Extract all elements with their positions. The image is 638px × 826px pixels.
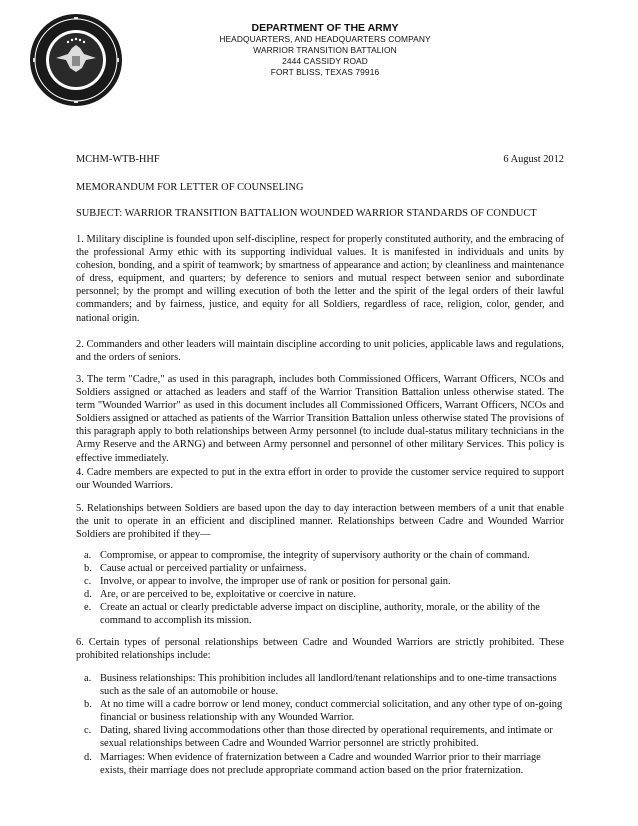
letterhead-line: HEADQUARTERS, AND HEADQUARTERS COMPANY: [219, 34, 431, 44]
letterhead: [190, 22, 460, 78]
paragraph-6-list: [76, 672, 564, 777]
paragraph-text: 2. Commanders and other leaders will maintain discipline according to unit policies, applicable laws and regulations, and the orders of seniors.: [76, 339, 564, 364]
paragraph-text: 6. Certain types of personal relationships between Cadre and Wounded Warriors are strictly prohibited. These prohibited relationships include:: [76, 637, 564, 662]
paragraph-text: 4. Cadre members are expected to put in the extra effort in order to provide the customer service required to support our Wounded Warriors.: [76, 467, 564, 492]
letterhead-line: 2444 CASSIDY ROAD: [282, 56, 368, 66]
letterhead-line: WARRIOR TRANSITION BATTALION: [253, 45, 397, 55]
list-item-text: Marriages: When evidence of fraternization between a Cadre and wounded Warrior prior to their marriage exists, their marriage does not preclude appropriate command action based on the prior fraternization.: [100, 751, 541, 776]
paragraph-text: 3. The term "Cadre," as used in this paragraph, includes both Commissioned Officers, Warrant Officers, NCOs and Soldiers assigned or attached as leaders and staff of the Warrior Transition Battalion unless otherwise stated. The term "Wounded Warrior" as used in this document includes all Commissioned Officers, Warrant Officers, NCOs and Soldiers assigned or attached as patients of the Warrior Transition Battalion unless otherwise stated The provisions of this paragraph apply to both relationships between Army personnel (to include dual-status military technicians in the Army Reserve and the ARNG) and between Army personnel and personnel of other military Services. This policy is effective immediately.: [76, 374, 564, 464]
list-item-text: Are, or are perceived to be, exploitative or coercive in nature.: [100, 589, 356, 601]
list-marker: d.: [84, 751, 92, 763]
list-item: [76, 672, 564, 698]
list-item-text: Create an actual or clearly predictable adverse impact on discipline, authority, morale, or the ability of the command to accomplish its mission.: [100, 602, 540, 627]
list-marker: d.: [84, 589, 92, 601]
paragraph-6: [76, 636, 564, 662]
list-marker: e.: [84, 602, 92, 614]
office-symbol: MCHM-WTB-HHF: [76, 154, 160, 165]
paragraph-text: 1. Military discipline is founded upon self-discipline, respect for properly constituted authority, and the embracing of the professional Army ethic with its supporting individual values. It is manifested in individuals and units by cohesion, bonding, and a spirit of teamwork; by smartness of appearance and action; by cleanliness and maintenance of dress, equipment, and quarters; by deference to seniors and mutual respect between senior and subordinate personnel; by the prompt and willing execution of both the letter and the spirit of the legal orders of their lawful commanders; and by fairness, justice, and equity for all Soldiers, regardless of race, religion, color, gender, and national origin.: [76, 234, 564, 324]
letterhead-line: FORT BLISS, TEXAS 79916: [270, 67, 380, 77]
reference-row: [76, 154, 564, 165]
list-item: [76, 549, 564, 562]
memo-for-line: [76, 181, 564, 194]
subject: SUBJECT: WARRIOR TRANSITION BATTALION WOUNDED WARRIOR STANDARDS OF CONDUCT: [76, 208, 537, 219]
paragraph-text: 5. Relationships between Soldiers are based upon the day to day interaction between members of a unit that enable the unit to operate in an efficient and disciplined manner. Relationships between Cadre and Wounded Warrior Soldiers are prohibited if they—: [76, 503, 564, 541]
memo-for: MEMORANDUM FOR LETTER OF COUNSELING: [76, 182, 304, 193]
memo-date: 6 August 2012: [503, 154, 564, 165]
paragraph-5-list: [76, 549, 564, 628]
list-marker: c.: [84, 725, 92, 737]
list-item-text: Cause actual or perceived partiality or unfairness.: [100, 563, 307, 575]
list-marker: c.: [84, 576, 92, 588]
list-marker: a.: [84, 550, 92, 561]
list-item-text: At no time will a cadre borrow or lend money, conduct commercial solicitation, and any other type of on-going financial or business relationship with any Wounded Warrior.: [100, 699, 563, 724]
list-item-text: Dating, shared living accommodations other than those directed by operational requirements, and intimate or sexual relationships between Cadre and Wounded Warrior personnel are strictly prohibited.: [100, 725, 553, 750]
list-item-text: Business relationships: This prohibition includes all landlord/tenant relationships and to one-time transactions such as the sale of an automobile or house.: [100, 673, 557, 698]
list-item: [76, 562, 564, 575]
list-item-text: Compromise, or appear to compromise, the integrity of supervisory authority or the chain of command.: [100, 550, 530, 561]
list-marker: a.: [84, 673, 92, 684]
paragraph-2: [76, 338, 564, 364]
paragraph-1: [76, 233, 564, 325]
paragraph-4: [76, 466, 564, 492]
list-item: [76, 601, 564, 627]
list-item: [76, 575, 564, 588]
letterhead-org: DEPARTMENT OF THE ARMY: [251, 22, 399, 34]
list-marker: b.: [84, 563, 92, 575]
list-item: [76, 751, 564, 777]
paragraph-5: [76, 502, 564, 541]
list-marker: b.: [84, 699, 92, 711]
list-item-text: Involve, or appear to involve, the improper use of rank or position for personal gain.: [100, 576, 451, 588]
paragraph-3: [76, 373, 564, 465]
subject-line: [76, 207, 564, 220]
list-item: [76, 588, 564, 601]
list-item: [76, 724, 564, 750]
list-item: [76, 698, 564, 724]
department-of-defense-seal-icon: [28, 12, 124, 108]
